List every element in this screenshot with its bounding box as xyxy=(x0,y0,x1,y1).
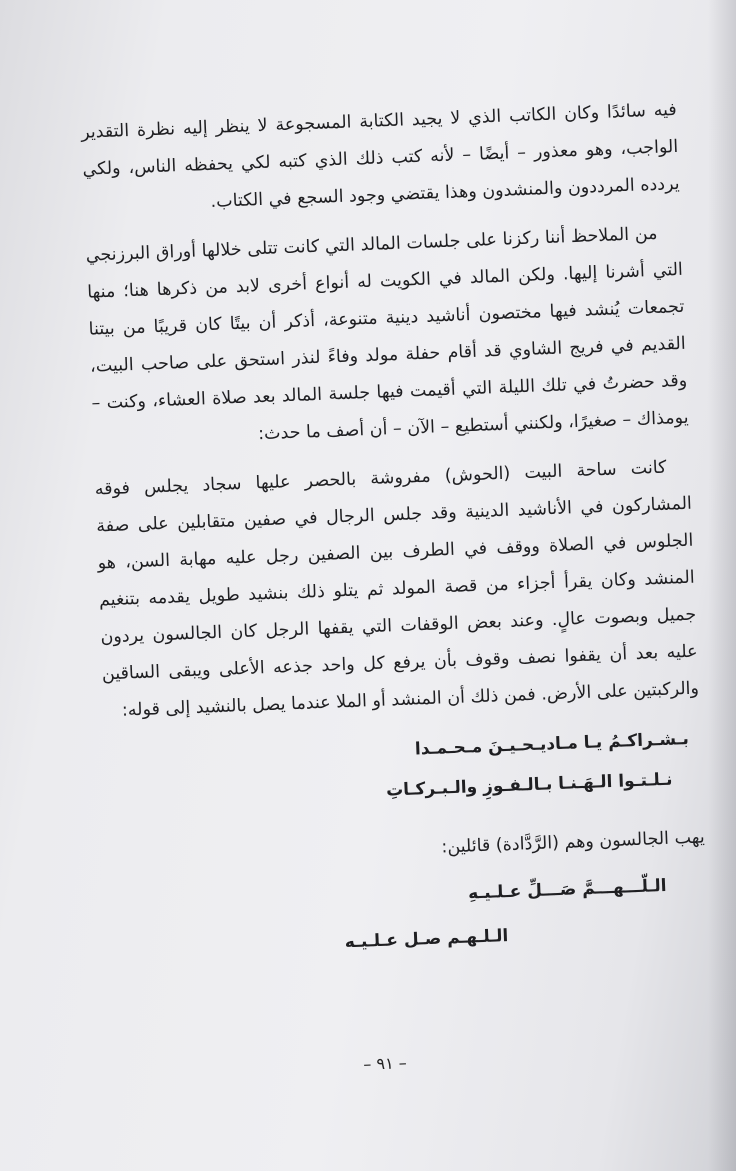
page-number: – ٩١ – xyxy=(362,1053,408,1074)
response-line-2: الـلـهـم صـل عـلـيـه xyxy=(344,926,509,953)
verse-line-2: نـلـتـوا الـهَـنـا بـالـفـوزِ والـبـركـاتِ xyxy=(385,769,673,801)
verse-line-1: بـشـراكـمُ يـا مـاديـحـيـنَ مـحـمـدا xyxy=(414,728,690,760)
paragraph-2: من الملاحظ أننا ركزنا على جلسات المالد التي كانت تتلى خلالها أوراق البرزنجي التي أشرنا إليها. ولكن المالد في الكويت له أنواع أخرى لابد من ذكرها هنا؛ منها تجمعات يُنشد فيها مختصون أناشيد دينية متنوعة، أذكر أن بيتًا كان قريبًا من بيتنا القديم في فريج الشاوي قد أقام حفلة مولد وفاءً لنذر استحق على صاحب البيت، وقد حضرتُ في تلك الليلة التي أقيمت فيها جلسة المالد بعد صلاة العشاء، وكنت – يومذاك – صغيرًا، ولكنني أستطيع – الآن – أن أصف ما حدث: xyxy=(85,223,689,445)
page-text xyxy=(80,92,709,973)
responders-intro: يهب الجالسون وهم (الرَّدَّادة) قائلين: xyxy=(441,827,706,858)
paragraph-3: كانت ساحة البيت (الحوش) مفروشة بالحصر عليها سجاد يجلس فوقه المشاركون في الأناشيد الدينية وقد جلس الرجال في صفين متقابلين على صفة الجلوس في الصلاة ووقف في الطرف بين الصفين رجل عليه مهابة السن، هو المنشد وكان يقرأ أجزاء من قصة المولد ثم يتلو ذلك بنشيد طويل يقدمه بتنغيم جميل وبصوت عالٍ. وعند بعض الوقفات التي يقفها الرجل كان الجالسون يردون عليه بعد أن يقفوا نصف وقوف بأن يرفع كل واحد جذعه الأعلى ويبقى الساقين والركبتين على الأرض. فمن ذلك أن المنشد أو الملا عندما يصل بالنشيد إلى قوله: xyxy=(94,457,700,721)
paragraph-1: فيه سائدًا وكان الكاتب الذي لا يجيد الكتابة المسجوعة لا ينظر إليه نظرة التقدير الواجب، وهو معذور – أيضًا – لأنه كتب ذلك الذي كتبه لكي يحفظه الناس، ولكي يردده المرددون والمنشدون وهذا يقتضي وجود السجع في الكتاب. xyxy=(80,99,680,212)
response-line-1: الـلّـــهـــمَّ صَـــلِّ عـلـيـهِ xyxy=(467,875,667,904)
page-edge-shadow xyxy=(708,0,736,1171)
